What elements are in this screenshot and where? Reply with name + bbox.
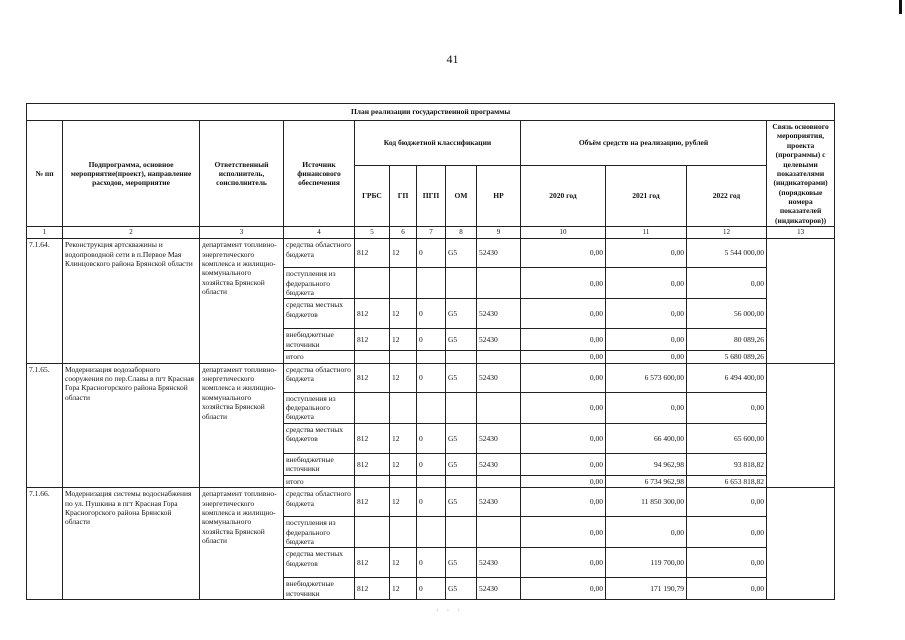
code-grbs: [355, 517, 390, 548]
amount-2022: 0,00: [687, 517, 767, 548]
measure-number: 7.1.65.: [27, 363, 63, 488]
code-gp: 12: [390, 299, 417, 329]
code-gp: [390, 475, 417, 487]
code-om: [446, 392, 477, 423]
code-om: [446, 351, 477, 363]
amount-2022: 0,00: [687, 268, 767, 299]
header-source: Источник финансового обеспечения: [284, 121, 355, 227]
measure-name: Модернизация водозаборного сооружения по пер.Славы в пгт Красная Гора Красногорского района Брянской области: [63, 363, 200, 488]
amount-2020: 0,00: [521, 548, 606, 578]
amount-2020: 0,00: [521, 299, 606, 329]
column-number: 10: [521, 227, 606, 239]
column-number: 4: [284, 227, 355, 239]
code-om: G5: [446, 329, 477, 351]
code-grbs: 812: [355, 453, 390, 475]
total-2022: 6 653 818,82: [687, 475, 767, 487]
amount-2020: 0,00: [521, 363, 606, 392]
funding-source: средства местных бюджетов: [284, 548, 355, 578]
code-gp: 12: [390, 578, 417, 600]
measure-number: 7.1.64.: [27, 239, 63, 364]
column-number: 13: [767, 227, 835, 239]
amount-2021: 171 190,79: [606, 578, 687, 600]
amount-2020: 0,00: [521, 239, 606, 268]
total-2021: 6 734 962,98: [606, 475, 687, 487]
measure-name: Модернизация системы водоснабжения по ул. Пушкина в пгт Красная Гора Красногорского района Брянской области: [63, 488, 200, 600]
amount-2021: 119 700,00: [606, 548, 687, 578]
code-gp: [390, 268, 417, 299]
code-nr: 52430: [477, 363, 521, 392]
header-2020: 2020 год: [521, 165, 606, 226]
header-om: ОМ: [446, 165, 477, 226]
code-grbs: 812: [355, 363, 390, 392]
amount-2021: 0,00: [606, 392, 687, 423]
indicator-link: [767, 488, 835, 600]
funding-source: внебюджетные источники: [284, 578, 355, 600]
code-om: [446, 268, 477, 299]
total-label: итого: [284, 351, 355, 363]
code-nr: [477, 351, 521, 363]
code-pgp: 0: [417, 423, 446, 453]
measure-executor: департамент топливно-энергетического комплекса и жилищно-коммунального хозяйства Брянской области: [200, 363, 284, 488]
code-om: G5: [446, 488, 477, 517]
measure-number: 7.1.66.: [27, 488, 63, 600]
page-number: 41: [446, 52, 459, 66]
amount-2021: 0,00: [606, 299, 687, 329]
code-nr: [477, 517, 521, 548]
funding-source: внебюджетные источники: [284, 329, 355, 351]
code-om: G5: [446, 453, 477, 475]
amount-2022: 0,00: [687, 578, 767, 600]
column-number: 8: [446, 227, 477, 239]
funding-source: средства областного бюджета: [284, 363, 355, 392]
code-nr: 52430: [477, 548, 521, 578]
code-pgp: 0: [417, 239, 446, 268]
program-plan-table: [26, 103, 835, 600]
amount-2020: 0,00: [521, 517, 606, 548]
code-nr: [477, 268, 521, 299]
header-executor: Ответственный исполнитель, соисполнитель: [200, 121, 284, 227]
code-grbs: [355, 351, 390, 363]
code-grbs: [355, 475, 390, 487]
code-pgp: 0: [417, 453, 446, 475]
funding-source: средства местных бюджетов: [284, 423, 355, 453]
amount-2022: 56 000,00: [687, 299, 767, 329]
amount-2021: 0,00: [606, 268, 687, 299]
column-number: 12: [687, 227, 767, 239]
column-number: 7: [417, 227, 446, 239]
code-gp: 12: [390, 363, 417, 392]
amount-2021: 11 850 300,00: [606, 488, 687, 517]
code-pgp: 0: [417, 363, 446, 392]
code-gp: [390, 392, 417, 423]
header-funding: Объём средств на реализацию, рублей: [521, 121, 767, 166]
code-om: G5: [446, 363, 477, 392]
total-2021: 0,00: [606, 351, 687, 363]
column-number: 11: [606, 227, 687, 239]
header-budget-code: Код бюджетной классификации: [355, 121, 521, 166]
code-gp: 12: [390, 548, 417, 578]
funding-source: средства областного бюджета: [284, 488, 355, 517]
code-nr: 52430: [477, 488, 521, 517]
code-nr: 52430: [477, 578, 521, 600]
code-om: [446, 475, 477, 487]
table-row: [27, 488, 835, 517]
header-link: Связь основного мероприятия, проекта (программы) с целевыми показателями (индикаторами) (порядковые номера показателей (индикаторов)): [767, 121, 835, 227]
amount-2021: 0,00: [606, 329, 687, 351]
scan-artifact: · · ·: [436, 606, 463, 615]
total-label: итого: [284, 475, 355, 487]
measure-executor: департамент топливно-энергетического комплекса и жилищно-коммунального хозяйства Брянской области: [200, 488, 284, 600]
code-om: [446, 517, 477, 548]
code-grbs: 812: [355, 423, 390, 453]
code-nr: 52430: [477, 329, 521, 351]
code-nr: 52430: [477, 423, 521, 453]
code-pgp: [417, 475, 446, 487]
amount-2021: 0,00: [606, 517, 687, 548]
code-pgp: [417, 268, 446, 299]
code-pgp: 0: [417, 488, 446, 517]
code-grbs: 812: [355, 329, 390, 351]
code-grbs: [355, 268, 390, 299]
amount-2022: 0,00: [687, 488, 767, 517]
code-pgp: [417, 517, 446, 548]
amount-2020: 0,00: [521, 578, 606, 600]
code-pgp: [417, 392, 446, 423]
code-pgp: [417, 351, 446, 363]
code-grbs: 812: [355, 578, 390, 600]
code-grbs: 812: [355, 488, 390, 517]
code-pgp: 0: [417, 329, 446, 351]
indicator-link: [767, 363, 835, 488]
indicator-link: [767, 239, 835, 364]
funding-source: средства местных бюджетов: [284, 299, 355, 329]
column-numbers-row: [27, 227, 835, 239]
header-gp: ГП: [390, 165, 417, 226]
table-title: План реализации государственной программы: [27, 104, 835, 121]
code-nr: [477, 475, 521, 487]
amount-2021: 6 573 600,00: [606, 363, 687, 392]
funding-source: поступления из федерального бюджета: [284, 517, 355, 548]
code-pgp: 0: [417, 299, 446, 329]
code-om: G5: [446, 299, 477, 329]
code-grbs: 812: [355, 299, 390, 329]
header-pgp: ПГП: [417, 165, 446, 226]
amount-2022: 0,00: [687, 548, 767, 578]
amount-2022: 6 494 400,00: [687, 363, 767, 392]
code-gp: [390, 351, 417, 363]
funding-source: поступления из федерального бюджета: [284, 392, 355, 423]
amount-2020: 0,00: [521, 329, 606, 351]
header-2022: 2022 год: [687, 165, 767, 226]
column-number: 5: [355, 227, 390, 239]
code-grbs: 812: [355, 548, 390, 578]
amount-2022: 0,00: [687, 392, 767, 423]
code-om: G5: [446, 578, 477, 600]
funding-source: средства областного бюджета: [284, 239, 355, 268]
header-subprogram: Подпрограмма, основное мероприятие(проект), направление расходов, мероприятие: [63, 121, 200, 227]
amount-2021: 94 962,98: [606, 453, 687, 475]
code-nr: 52430: [477, 239, 521, 268]
amount-2021: 66 400,00: [606, 423, 687, 453]
header-num: № пп: [27, 121, 63, 227]
code-nr: [477, 392, 521, 423]
measure-executor: департамент топливно-энергетического комплекса и жилищно-коммунального хозяйства Брянской области: [200, 239, 284, 364]
amount-2020: 0,00: [521, 268, 606, 299]
code-gp: [390, 517, 417, 548]
table-row: [27, 239, 835, 268]
header-2021: 2021 год: [606, 165, 687, 226]
measure-name: Реконструкция артскважины и водопроводной сети в п.Первое Мая Клинцовского района Брянской области: [63, 239, 200, 364]
column-number: 2: [63, 227, 200, 239]
code-gp: 12: [390, 329, 417, 351]
header-grbs: ГРБС: [355, 165, 390, 226]
amount-2022: 93 818,82: [687, 453, 767, 475]
code-grbs: 812: [355, 239, 390, 268]
funding-source: поступления из федерального бюджета: [284, 268, 355, 299]
code-pgp: 0: [417, 578, 446, 600]
total-2020: 0,00: [521, 475, 606, 487]
column-number: 9: [477, 227, 521, 239]
code-gp: 12: [390, 453, 417, 475]
table-row: [27, 363, 835, 392]
code-nr: 52430: [477, 453, 521, 475]
code-gp: 12: [390, 423, 417, 453]
code-nr: 52430: [477, 299, 521, 329]
code-pgp: 0: [417, 548, 446, 578]
amount-2020: 0,00: [521, 392, 606, 423]
total-2020: 0,00: [521, 351, 606, 363]
code-om: G5: [446, 239, 477, 268]
code-gp: 12: [390, 239, 417, 268]
column-number: 3: [200, 227, 284, 239]
code-gp: 12: [390, 488, 417, 517]
amount-2022: 65 600,00: [687, 423, 767, 453]
amount-2020: 0,00: [521, 488, 606, 517]
amount-2020: 0,00: [521, 453, 606, 475]
amount-2020: 0,00: [521, 423, 606, 453]
code-om: G5: [446, 423, 477, 453]
code-grbs: [355, 392, 390, 423]
column-number: 1: [27, 227, 63, 239]
total-2022: 5 680 089,26: [687, 351, 767, 363]
amount-2022: 80 089,26: [687, 329, 767, 351]
column-number: 6: [390, 227, 417, 239]
amount-2022: 5 544 000,00: [687, 239, 767, 268]
scan-edge-mark: [899, 0, 902, 14]
code-om: G5: [446, 548, 477, 578]
funding-source: внебюджетные источники: [284, 453, 355, 475]
amount-2021: 0,00: [606, 239, 687, 268]
header-nr: НР: [477, 165, 521, 226]
